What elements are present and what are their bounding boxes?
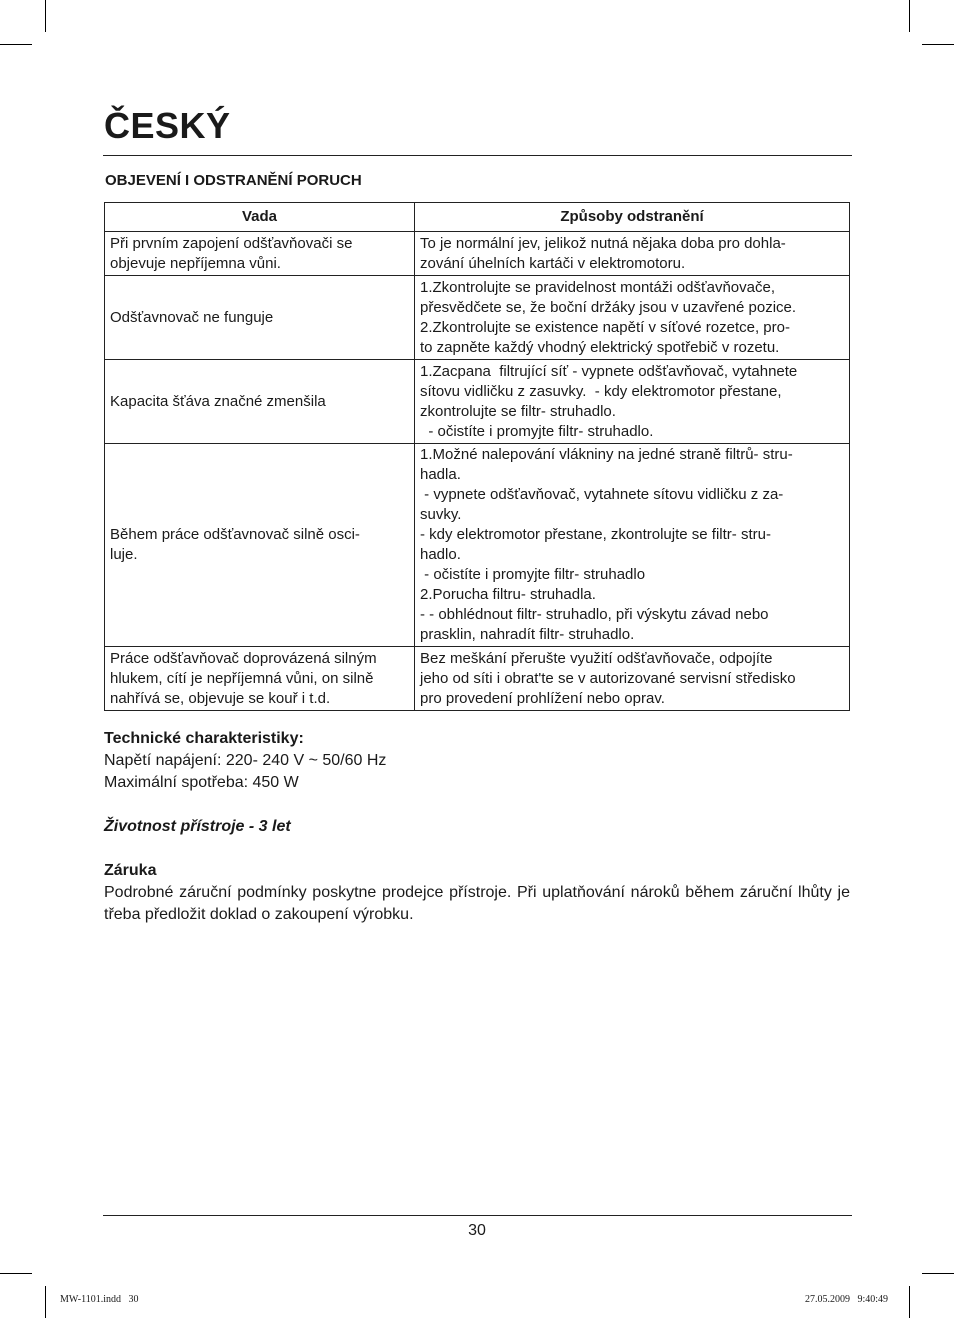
- fix-line: zkontrolujte se filtr- struhadlo.: [420, 402, 616, 420]
- fix-line: 2.Porucha filtru- struhadla.: [420, 586, 596, 603]
- fix-cell: [415, 232, 850, 276]
- crop-mark: [922, 44, 954, 45]
- power-text: Maximální spotřeba: 450 W: [104, 774, 299, 791]
- troubleshooting-table: [104, 202, 850, 711]
- fault-cell: [105, 360, 415, 444]
- fault-line: nahřívá se, objevuje se kouř i t.d.: [110, 689, 331, 707]
- column-header-fix: Způsoby odstranění: [415, 203, 850, 232]
- print-footer-date: 27.05.2009 9:40:49: [804, 1294, 888, 1305]
- fix-cell: [415, 647, 850, 711]
- table-row: [105, 232, 850, 276]
- fix-line: - - obhlédnout filtr- struhadlo, při výskytu závad nebo: [420, 606, 769, 623]
- fix-line: zování úhelních kartáči v elektromotoru.: [420, 254, 686, 272]
- fix-line: 1.Zkontrolujte se pravidelnost montáži odšťavňovače,: [420, 278, 775, 296]
- fault-cell: [105, 444, 415, 647]
- fix-line: 1.Možné nalepování vlákniny na jedné straně filtrů- stru-: [420, 446, 793, 463]
- crop-mark: [922, 1273, 954, 1274]
- fault-line: Odšťavnovač ne funguje: [110, 308, 274, 326]
- fault-cell: [105, 276, 415, 360]
- fix-line: To je normální jev, jelikož nutná nějaka doba pro dohla-: [420, 234, 786, 252]
- fix-cell: [415, 276, 850, 360]
- fix-line: - očistíte i promyjte filtr- struhadlo: [420, 566, 646, 583]
- fault-cell: [105, 232, 415, 276]
- fault-line: Kapacita šťáva značné zmenšila: [110, 392, 326, 410]
- fix-line: suvky.: [420, 506, 462, 523]
- footer-rule: [103, 1215, 852, 1216]
- fix-line: - vypnete odšťavňovač, vytahnete sítovu vidličku z za-: [420, 486, 784, 503]
- voltage-text: Napětí napájení: 220- 240 V ~ 50/60 Hz: [104, 752, 387, 769]
- table-row: [105, 647, 850, 711]
- page-number: 30: [468, 1222, 486, 1239]
- fault-cell: [105, 647, 415, 711]
- crop-mark: [45, 1286, 46, 1318]
- fix-line: - očistíte i promyjte filtr- struhadlo.: [420, 422, 654, 440]
- specs-section: [104, 728, 850, 926]
- fault-line: Při prvním zapojení odšťavňovači se: [110, 234, 353, 252]
- fix-line: - kdy elektromotor přestane, zkontrolujte se filtr- stru-: [420, 526, 771, 543]
- column-header-fault: Vada: [105, 203, 415, 232]
- crop-mark: [909, 0, 910, 32]
- fault-line: Práce odšťavňovač doprovázená silným: [110, 649, 377, 667]
- fault-line: hlukem, cítí je nepříjemná vůni, on silně: [110, 669, 374, 687]
- fault-line: luje.: [110, 546, 138, 563]
- fix-line: prasklin, nahradít filtr- struhadlo.: [420, 626, 635, 643]
- table-header-row: [105, 203, 850, 232]
- fix-line: sítovu vidličku z zasuvky. - kdy elektromotor přestane,: [420, 382, 782, 400]
- header-rule: [103, 155, 852, 156]
- warranty-text: Podrobné záruční podmínky poskytne prodejce přístroje. Při uplatňování nároků během záruční lhůty je třeba předložit doklad o zakoupení výrobku.: [104, 884, 850, 923]
- fix-line: hadlo.: [420, 546, 461, 563]
- specs-heading: Technické charakteristiky:: [104, 730, 304, 747]
- lifetime-text: Životnost přístroje - 3 let: [104, 818, 291, 835]
- fix-line: 1.Zacpana filtrující síť - vypnete odšťavňovač, vytahnete: [420, 362, 798, 380]
- troubleshooting-heading: OBJEVENÍ I ODSTRANĚNÍ PORUCH: [105, 172, 362, 189]
- fix-line: pro provedení prohlížení nebo oprav.: [420, 689, 665, 707]
- warranty-heading: Záruka: [104, 862, 157, 879]
- crop-mark: [0, 1273, 32, 1274]
- crop-mark: [0, 44, 32, 45]
- fix-line: jeho od síti i obrat'te se v autorizované servisní středisko: [420, 669, 796, 687]
- fix-line: přesvědčete se, že boční držáky jsou v uzavřené pozice.: [420, 298, 797, 316]
- page-title: ČESKÝ: [104, 105, 231, 146]
- fix-line: 2.Zkontrolujte se existence napětí v síťové rozetce, pro-: [420, 318, 790, 336]
- fix-line: to zapněte každý vhodný elektrický spotřebič v rozetu.: [420, 338, 780, 356]
- fault-line: objevuje nepříjemna vůni.: [110, 254, 281, 272]
- table-row: [105, 360, 850, 444]
- fault-line: Během práce odšťavnovač silně osci-: [110, 526, 360, 543]
- fix-line: Bez meškání přerušte využití odšťavňovače, odpojíte: [420, 649, 773, 667]
- fix-cell: [415, 360, 850, 444]
- crop-mark: [45, 0, 46, 32]
- print-footer-file: MW-1101.indd 30: [60, 1294, 139, 1305]
- fix-cell: [415, 444, 850, 647]
- table-row: [105, 276, 850, 360]
- fix-line: hadla.: [420, 466, 461, 483]
- table-row: [105, 444, 850, 647]
- crop-mark: [909, 1286, 910, 1318]
